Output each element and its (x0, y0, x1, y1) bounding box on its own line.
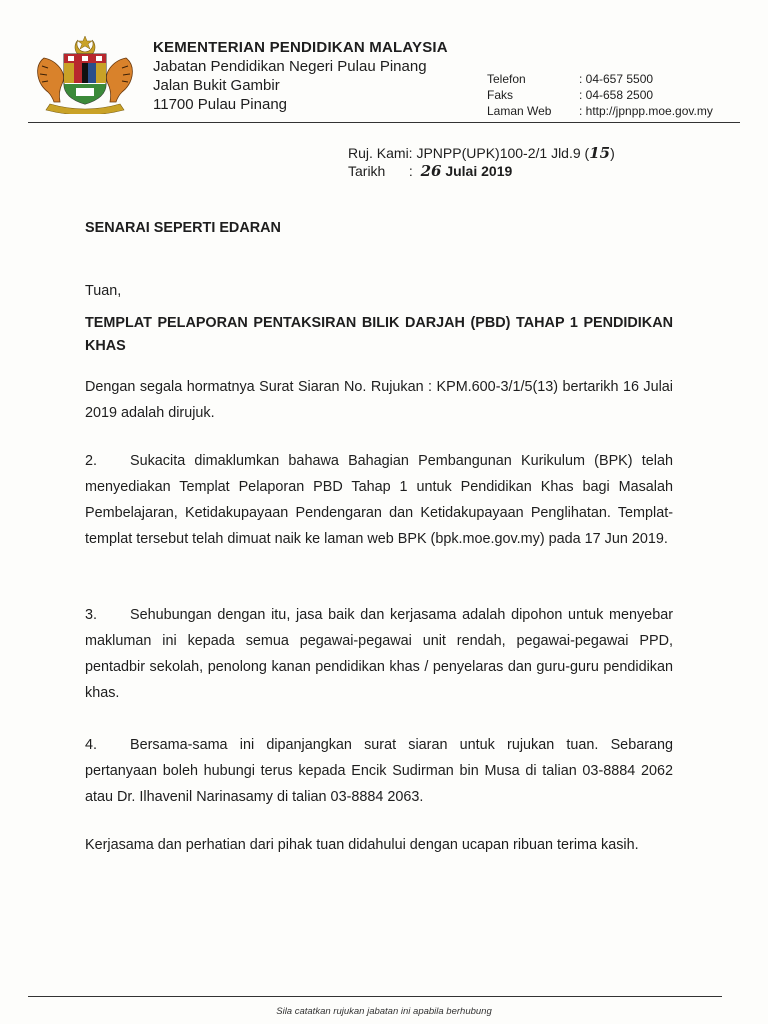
paragraph-number: 4. (85, 737, 98, 753)
coat-of-arms-icon (30, 34, 140, 114)
reference-block (348, 144, 615, 180)
contact-value: : 04-658 2500 (579, 88, 654, 102)
letterhead-divider (28, 122, 740, 123)
letter-subject: TEMPLAT PELAPORAN PENTAKSIRAN BILIK DARJAH (PBD) TAHAP 1 PENDIDIKAN KHAS (85, 315, 673, 354)
date-label: Tarikh (348, 163, 386, 179)
paragraph-3 (85, 602, 673, 706)
closing-paragraph: Kerjasama dan perhatian dari pihak tuan didahului dengan ucapan ribuan terima kasih. (85, 837, 639, 853)
contact-row-phone (487, 71, 713, 87)
ref-label: Ruj. Kami: (348, 145, 413, 161)
paragraph-number: 2. (85, 453, 98, 469)
contact-details (487, 71, 713, 119)
paragraph-number: 3. (85, 607, 98, 623)
contact-value: : http://jpnpp.moe.gov.my (579, 104, 713, 118)
date-colon: : (408, 163, 413, 179)
ref-close: ) (610, 145, 615, 161)
recipients-heading: SENARAI SEPERTI EDARAN (85, 220, 281, 236)
postcode-city: 11700 Pulau Pinang (153, 96, 288, 113)
paragraph-4 (85, 732, 673, 810)
coat-of-arms-logo (30, 34, 140, 114)
reference-number (348, 144, 615, 162)
date-value: Julai 2019 (445, 163, 513, 179)
ref-value: JPNPP(UPK)100-2/1 Jld.9 ( (416, 145, 590, 161)
contact-row-fax (487, 87, 713, 103)
handwritten-ref-number: 15 (589, 144, 611, 162)
footer-divider (28, 996, 722, 997)
contact-label: Faks (487, 88, 514, 102)
contact-value: : 04-657 5500 (579, 72, 654, 86)
contact-label: Telefon (487, 72, 526, 86)
reference-date (348, 162, 615, 180)
paragraph-2 (85, 448, 673, 552)
ministry-name: KEMENTERIAN PENDIDIKAN MALAYSIA (153, 39, 448, 56)
intro-paragraph: Dengan segala hormatnya Surat Siaran No. Rujukan : KPM.600-3/1/5(13) bertarikh 16 Julai 2019 adalah dirujuk. (85, 379, 673, 421)
paragraph-text: Sehubungan dengan itu, jasa baik dan kerjasama adalah dipohon untuk menyebar makluman ini kepada semua pegawai-pegawai unit rendah, pegawai-pegawai PPD, pentadbir sekolah, penolong kanan pendidikan khas / penyelaras dan guru-guru pendidikan khas. (85, 607, 673, 701)
paragraph-text: Sukacita dimaklumkan bahawa Bahagian Pembangunan Kurikulum (BPK) telah menyediakan Templat Pelaporan PBD Tahap 1 untuk Pendidikan Khas bagi Masalah Pembelajaran, Ketidakupayaan Pendengaran dan Ketidakupayaan Penglihatan. Templat-templat tersebut telah dimuat naik ke laman web BPK (bpk.moe.gov.my) pada 17 Jun 2019. (85, 453, 673, 547)
department-name: Jabatan Pendidikan Negeri Pulau Pinang (153, 58, 427, 75)
street-address: Jalan Bukit Gambir (153, 77, 280, 94)
footer-note: Sila catatkan rujukan jabatan ini apabila berhubung (276, 1006, 492, 1017)
letterhead-address (153, 38, 448, 114)
handwritten-day: 26 (420, 162, 442, 180)
contact-label: Laman Web (487, 104, 552, 118)
contact-row-website (487, 103, 713, 119)
paragraph-text: Bersama-sama ini dipanjangkan surat siaran untuk rujukan tuan. Sebarang pertanyaan boleh hubungi terus kepada Encik Sudirman bin Musa di talian 03-8884 2062 atau Dr. Ilhavenil Narinasamy di talian 03-8884 2063. (85, 737, 673, 805)
salutation: Tuan, (85, 283, 122, 299)
